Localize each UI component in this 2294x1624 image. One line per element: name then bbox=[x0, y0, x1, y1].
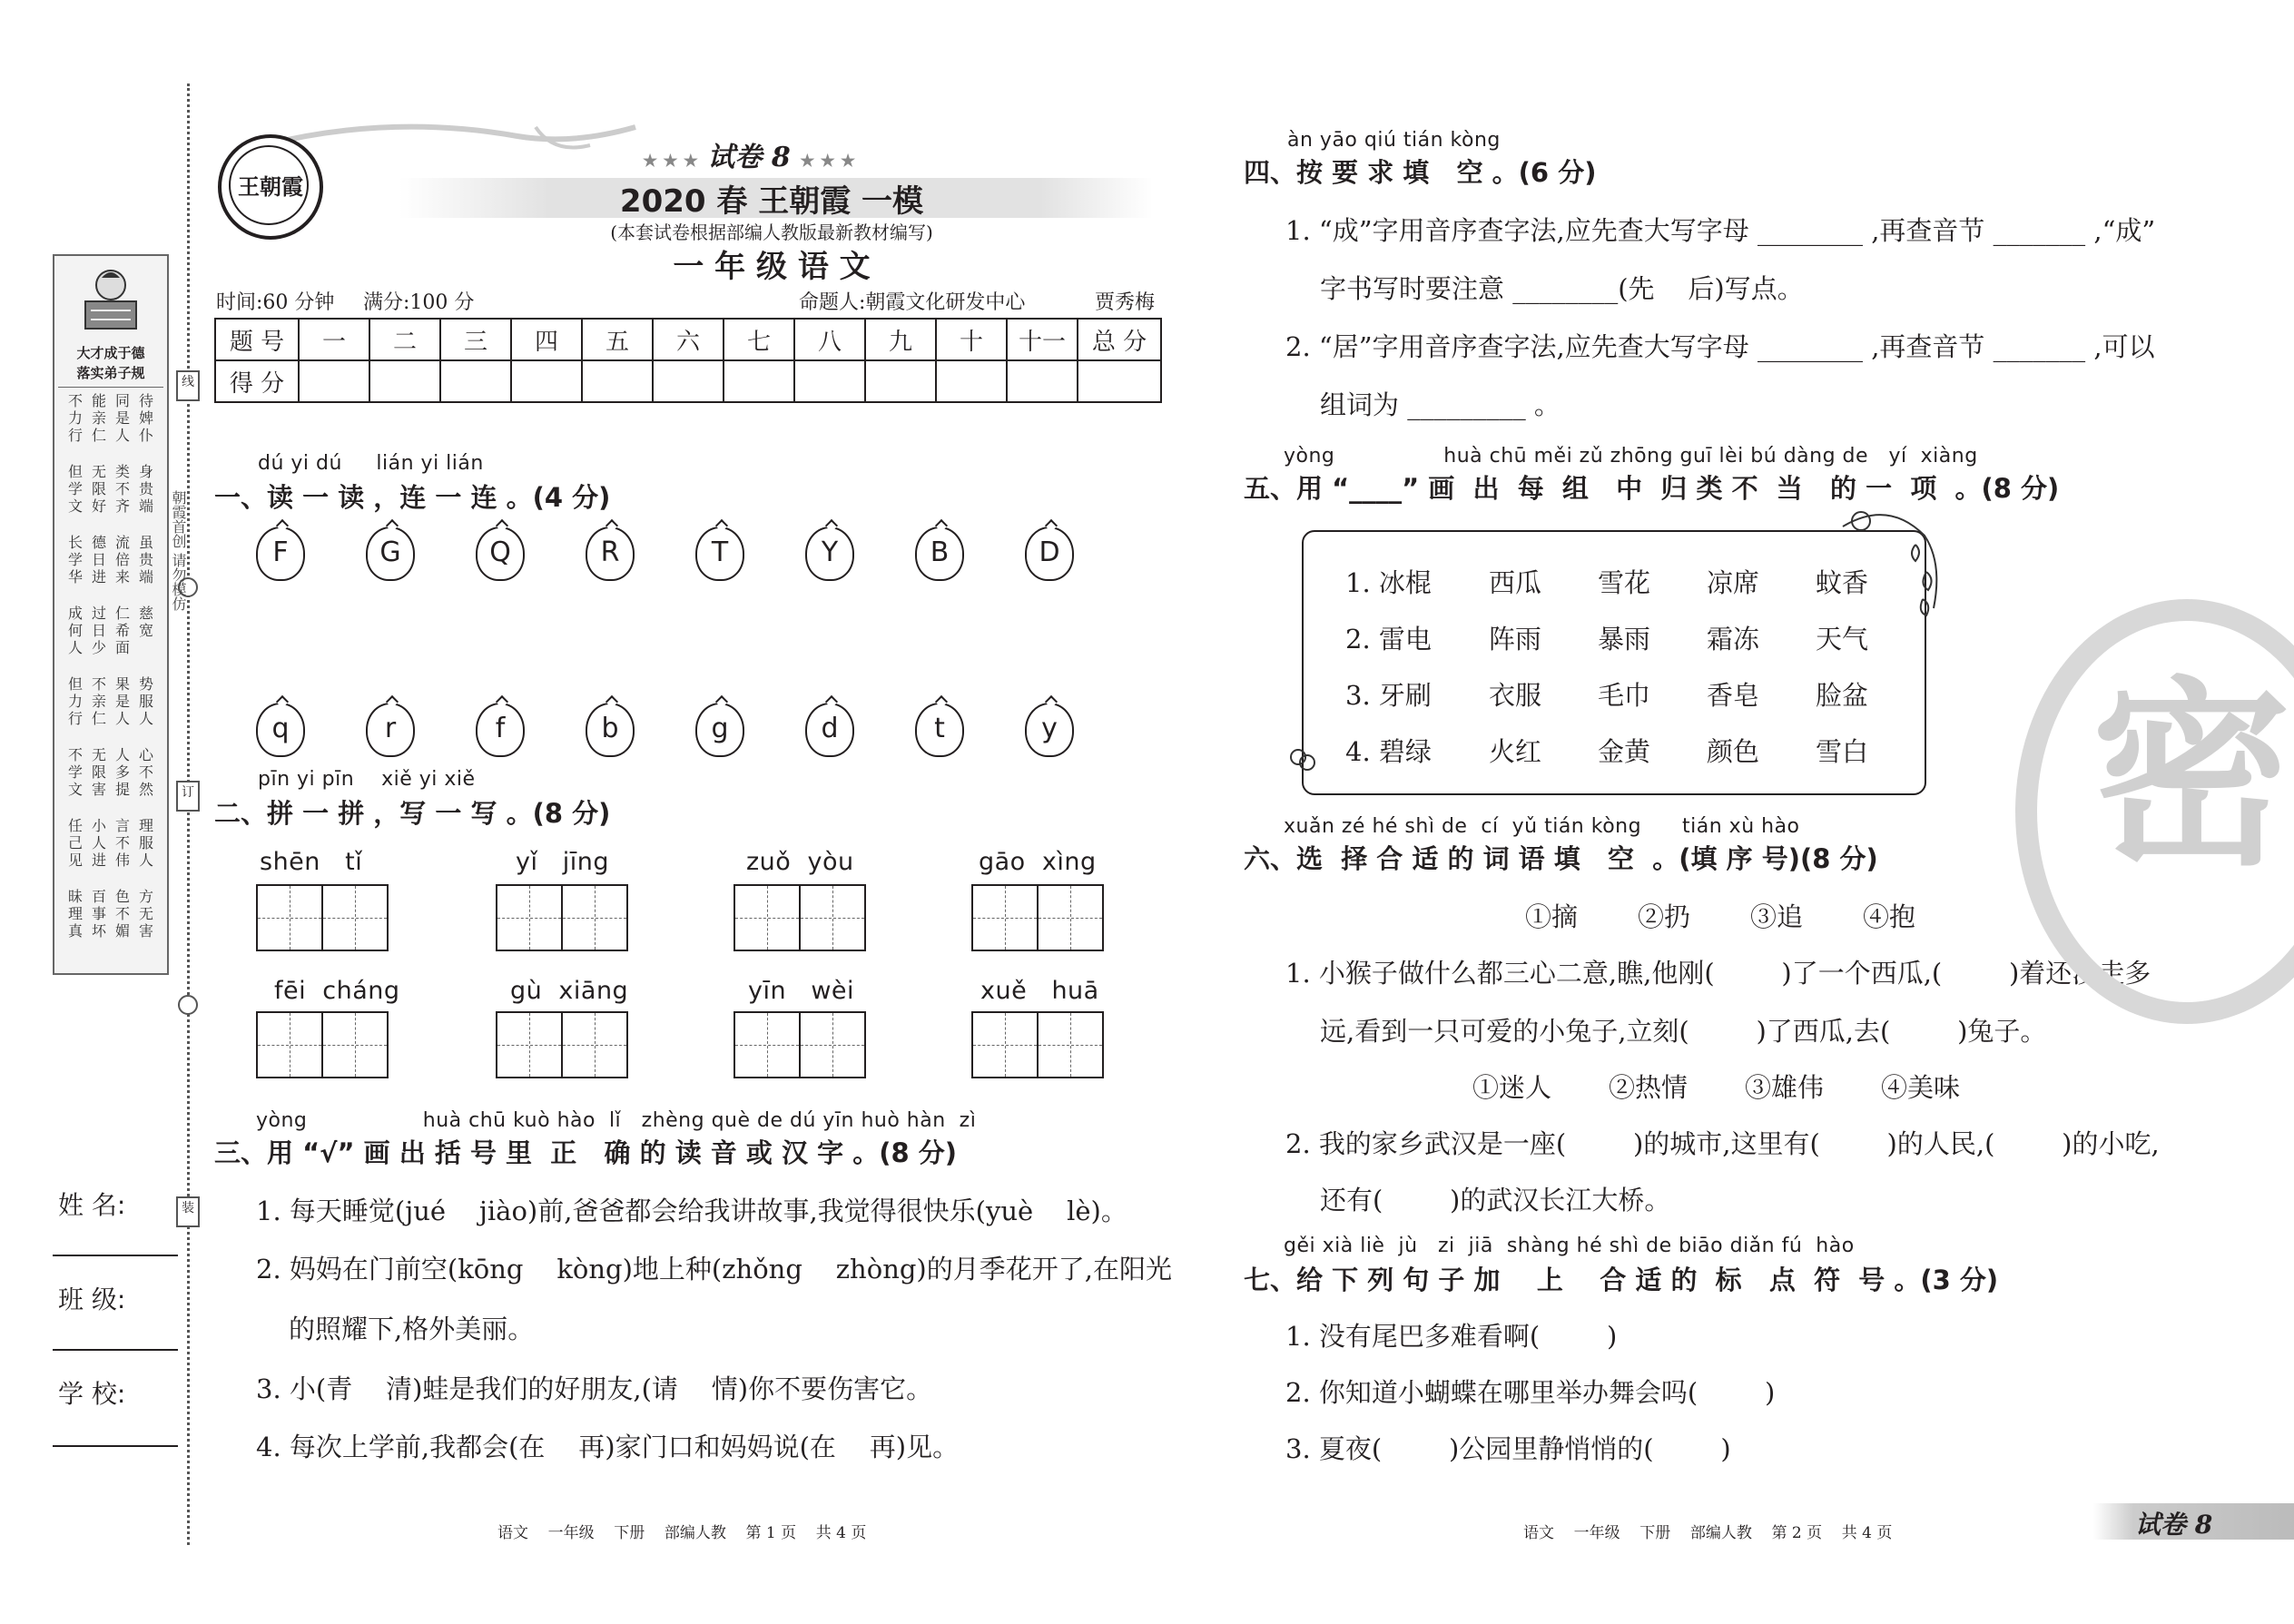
score-cell[interactable] bbox=[511, 360, 582, 402]
q1-title: 一、读 一 读 ，连 一 连 。(4 分) bbox=[214, 482, 611, 513]
stamp-text: 密 bbox=[2092, 657, 2292, 892]
q5-word[interactable]: 1. 冰棍 bbox=[1345, 567, 1432, 598]
option: ④美味 bbox=[1881, 1072, 1961, 1103]
motto-column: 流倍来 bbox=[114, 534, 130, 586]
pinyin-label: gāo xìng bbox=[979, 848, 1097, 876]
motto-top-2: 落实弟子规 bbox=[76, 365, 145, 381]
q5-word[interactable]: 阵雨 bbox=[1489, 624, 1542, 655]
score-cell[interactable] bbox=[653, 360, 724, 402]
score-cell[interactable] bbox=[724, 360, 794, 402]
binding-circle-2 bbox=[178, 995, 198, 1015]
motto-column: 果是人 bbox=[114, 675, 130, 727]
q5-word[interactable]: 蚊香 bbox=[1816, 567, 1869, 598]
pinyin-label: gù xiāng bbox=[510, 977, 629, 1005]
option: ①迷人 bbox=[1472, 1072, 1552, 1103]
score-cell[interactable] bbox=[369, 360, 440, 402]
score-col: 十 bbox=[936, 319, 1007, 360]
motto-column: 德日进 bbox=[91, 534, 106, 586]
letter-bubble[interactable]: F bbox=[256, 527, 305, 581]
q5-word[interactable]: 西瓜 bbox=[1489, 567, 1542, 598]
motto-column: 方无害 bbox=[138, 888, 153, 940]
full-score-label: 满分:100 分 bbox=[363, 291, 475, 314]
motto-column: 同是人 bbox=[114, 392, 130, 444]
motto-top-1: 大才成于德 bbox=[76, 345, 145, 361]
motto-column: 虽贵端 bbox=[138, 534, 153, 586]
motto-column: 昧理真 bbox=[67, 888, 83, 940]
q3-item-2: 2. 妈妈在门前空(kōng kòng)地上种(zhǒng zhòng)的月季花开了,在阳光 bbox=[256, 1254, 1172, 1284]
score-col: 六 bbox=[653, 319, 724, 360]
motto-column: 过日少 bbox=[91, 605, 106, 656]
letter-bubble[interactable]: D bbox=[1025, 527, 1074, 581]
footer-left: 语文 一年级 下册 部编人教 第 1 页 共 4 页 bbox=[497, 1524, 867, 1542]
q5-word[interactable]: 4. 碧绿 bbox=[1345, 736, 1432, 767]
q5-word[interactable]: 颜色 bbox=[1707, 736, 1760, 767]
q7-item-1: 1. 没有尾巴多难看啊( ) bbox=[1285, 1321, 1618, 1352]
option: ①摘 bbox=[1525, 901, 1579, 932]
option: ③雄伟 bbox=[1745, 1072, 1825, 1103]
option: ④抱 bbox=[1863, 901, 1916, 932]
letter-bubble[interactable]: t bbox=[915, 703, 964, 757]
flower-small-icon bbox=[1287, 744, 1320, 777]
q5-word[interactable]: 凉席 bbox=[1707, 567, 1760, 598]
score-col: 二 bbox=[369, 319, 440, 360]
q3-title: 三、用 “√” 画 出 括 号 里 正 确 的 读 音 或 汉 字 。(8 分) bbox=[214, 1137, 957, 1168]
letter-bubble[interactable]: B bbox=[915, 527, 964, 581]
side-motto-panel bbox=[53, 254, 169, 975]
q6-sentence-1-cont: 远,看到一只可爱的小兔子,立刻( )了西瓜,去( )兔子。 bbox=[1320, 1016, 2047, 1047]
letter-bubble[interactable]: f bbox=[476, 703, 525, 757]
score-cell[interactable] bbox=[936, 360, 1007, 402]
pinyin-label: yǐ jīng bbox=[516, 848, 609, 876]
motto-column: 身贵端 bbox=[138, 463, 153, 515]
motto-column: 不亲仁 bbox=[91, 675, 106, 727]
score-col: 八 bbox=[794, 319, 865, 360]
q5-word[interactable]: 香皂 bbox=[1707, 680, 1760, 711]
author-name: 贾秀梅 bbox=[1095, 291, 1156, 314]
writing-grid[interactable] bbox=[971, 884, 1104, 951]
score-cell[interactable] bbox=[1078, 360, 1161, 402]
motto-column: 但学文 bbox=[67, 463, 83, 515]
motto-column: 仁希面 bbox=[114, 605, 130, 656]
letter-bubble[interactable]: Y bbox=[805, 527, 854, 581]
q5-title: 五、用 “____” 画 出 每 组 中 归 类 不 当 的 一 项 。(8 分) bbox=[1244, 473, 2060, 504]
brand-logo bbox=[218, 134, 323, 240]
q2-pinyin: pīn yi pīn xiě yi xiě bbox=[258, 768, 476, 791]
option: ②扔 bbox=[1638, 901, 1691, 932]
series-text: 试卷 8 bbox=[707, 142, 791, 173]
motto-column: 小人进 bbox=[91, 817, 106, 869]
school-input[interactable] bbox=[53, 1445, 178, 1447]
score-cell[interactable] bbox=[440, 360, 511, 402]
q1-pinyin: dú yi dú lián yi lián bbox=[258, 452, 484, 475]
q5-word[interactable]: 衣服 bbox=[1489, 680, 1542, 711]
writing-grid[interactable] bbox=[971, 1011, 1104, 1078]
score-col: 四 bbox=[511, 319, 582, 360]
letter-bubble[interactable]: R bbox=[586, 527, 635, 581]
score-cell[interactable] bbox=[794, 360, 865, 402]
q4-item-1-cont: 字书写时要注意 ________(先 后)写点。 bbox=[1320, 273, 1804, 304]
motto-column: 长学华 bbox=[67, 534, 83, 586]
score-table bbox=[214, 318, 1162, 403]
time-label: 时间:60 分钟 bbox=[216, 291, 335, 314]
binding-dotted-line bbox=[187, 84, 190, 1545]
q5-word[interactable]: 暴雨 bbox=[1598, 624, 1651, 655]
writing-grid[interactable] bbox=[496, 884, 628, 951]
score-col: 五 bbox=[582, 319, 653, 360]
q5-word[interactable]: 天气 bbox=[1816, 624, 1869, 655]
q4-item-2-cont: 组词为 _________ 。 bbox=[1320, 389, 1561, 420]
letter-bubble[interactable]: d bbox=[805, 703, 854, 757]
motto-column: 类不齐 bbox=[114, 463, 130, 515]
q5-pinyin: yòng huà chū měi zǔ zhōng guī lèi bú dàng de yí xiàng bbox=[1284, 445, 1978, 468]
motto-columns bbox=[60, 392, 162, 964]
pinyin-label: yīn wèi bbox=[748, 977, 855, 1005]
q5-word[interactable]: 雪花 bbox=[1598, 567, 1651, 598]
row-label: 得 分 bbox=[215, 360, 299, 402]
motto-column: 待婢仆 bbox=[138, 392, 153, 444]
q3-item-4: 4. 每次上学前,我都会(在 再)家门口和妈妈说(在 再)见。 bbox=[256, 1432, 960, 1462]
letter-bubble[interactable]: q bbox=[256, 703, 305, 757]
score-col: 总 分 bbox=[1078, 319, 1161, 360]
motto-column: 任己见 bbox=[67, 817, 83, 869]
letter-bubble[interactable]: r bbox=[366, 703, 415, 757]
q6-pinyin: xuǎn zé hé shì de cí yǔ tián kòng tián xù hào bbox=[1284, 815, 1800, 838]
q3-item-1: 1. 每天睡觉(jué jiào)前,爸爸都会给我讲故事,我觉得很快乐(yuè lè)。 bbox=[256, 1196, 1127, 1226]
score-col: 十一 bbox=[1007, 319, 1078, 360]
q6-sentence-2-cont: 还有( )的武汉长江大桥。 bbox=[1320, 1185, 1671, 1216]
class-label: 班 级: bbox=[58, 1284, 126, 1314]
binding-mark-3: 装 bbox=[176, 1196, 200, 1227]
q4-item-1: 1. “成”字用音序查字法,应先查大写字母 ________ ,再查音节 _______ ,“成” bbox=[1285, 215, 2156, 246]
class-input[interactable] bbox=[53, 1349, 178, 1351]
pinyin-label: shēn tǐ bbox=[260, 848, 363, 876]
q5-word[interactable]: 火红 bbox=[1489, 736, 1542, 767]
q2-title: 二、拼 一 拼 ，写 一 写 。(8 分) bbox=[214, 798, 611, 829]
score-col: 七 bbox=[724, 319, 794, 360]
row-label: 题 号 bbox=[215, 319, 299, 360]
option: ③追 bbox=[1750, 901, 1804, 932]
q5-word[interactable]: 霜冻 bbox=[1707, 624, 1760, 655]
q7-pinyin: gěi xià liè jù zi jiā shàng hé shì de biāo diǎn fú hào bbox=[1284, 1235, 1855, 1257]
name-label: 姓 名: bbox=[58, 1190, 126, 1220]
letter-bubble[interactable]: G bbox=[366, 527, 415, 581]
score-col: 九 bbox=[865, 319, 936, 360]
subject-title: 一 年 级 语 文 bbox=[673, 249, 871, 285]
writing-grid[interactable] bbox=[256, 884, 389, 951]
letter-bubble[interactable]: g bbox=[695, 703, 744, 757]
motto-column: 理服人 bbox=[138, 817, 153, 869]
motto-column: 无限好 bbox=[91, 463, 106, 515]
q3-item-2-cont: 的照耀下,格外美丽。 bbox=[289, 1314, 535, 1344]
score-cell[interactable] bbox=[582, 360, 653, 402]
score-cell[interactable] bbox=[865, 360, 936, 402]
score-col: 三 bbox=[440, 319, 511, 360]
q4-item-2: 2. “居”字用音序查字法,应先查大写字母 ________ ,再查音节 _______ ,可以 bbox=[1285, 331, 2155, 362]
q5-word[interactable]: 3. 牙刷 bbox=[1345, 680, 1432, 711]
logo-text: 王朝霞 bbox=[238, 173, 303, 200]
motto-column: 言不伟 bbox=[114, 817, 130, 869]
binding-mark-2: 订 bbox=[176, 781, 200, 812]
q4-title: 四、按 要 求 填 空 。(6 分) bbox=[1244, 157, 1597, 188]
q4-pinyin: àn yāo qiú tián kòng bbox=[1287, 129, 1501, 152]
child-illustration bbox=[74, 265, 147, 338]
motto-column: 不学文 bbox=[67, 746, 83, 798]
q5-word[interactable]: 毛巾 bbox=[1598, 680, 1651, 711]
motto-column: 能亲仁 bbox=[91, 392, 106, 444]
q5-word[interactable]: 雪白 bbox=[1816, 736, 1869, 767]
writing-grid[interactable] bbox=[256, 1011, 389, 1078]
writing-grid[interactable] bbox=[733, 884, 866, 951]
binding-mark-1: 线 bbox=[176, 370, 200, 401]
vertical-note: 朝霞首创 请勿模仿 bbox=[170, 490, 187, 612]
exam-subtitle: (本套试卷根据部编人教版最新教材编写) bbox=[610, 221, 933, 243]
letter-bubble[interactable]: y bbox=[1025, 703, 1074, 757]
school-label: 学 校: bbox=[58, 1379, 126, 1409]
score-header-row bbox=[215, 319, 1161, 360]
writing-grid[interactable] bbox=[733, 1011, 866, 1078]
exam-title: 2020 春 王朝霞 一模 bbox=[619, 183, 924, 220]
q6-sentence-1: 1. 小猴子做什么都三心二意,瞧,他刚( )了一个西瓜,( )着还没走多 bbox=[1285, 958, 2151, 989]
motto-column: 人多提 bbox=[114, 746, 130, 798]
pinyin-label: zuǒ yòu bbox=[746, 848, 854, 876]
score-value-row bbox=[215, 360, 1161, 402]
writing-grid[interactable] bbox=[496, 1011, 628, 1078]
series-label: ★ ★ ★ 试卷 8 ★ ★ ★ bbox=[643, 142, 856, 173]
motto-column: 但力行 bbox=[67, 675, 83, 727]
motto-column: 势服人 bbox=[138, 675, 153, 727]
q5-word[interactable]: 金黄 bbox=[1598, 736, 1651, 767]
motto-column: 不力行 bbox=[67, 392, 83, 444]
footer-right: 语文 一年级 下册 部编人教 第 2 页 共 4 页 bbox=[1523, 1524, 1893, 1542]
q3-pinyin: yòng huà chū kuò hào lǐ zhèng què de dú yīn huò hàn zì bbox=[256, 1109, 977, 1132]
q3-item-3: 3. 小(青 清)蛙是我们的好朋友,(请 情)你不要伤害它。 bbox=[256, 1373, 933, 1404]
score-col: 一 bbox=[299, 319, 369, 360]
q6-options-1 bbox=[1525, 897, 1975, 934]
motto-column: 心不然 bbox=[138, 746, 153, 798]
q6-title: 六、选 择 合 适 的 词 语 填 空 。(填 序 号)(8 分) bbox=[1244, 843, 1878, 874]
pinyin-label: fēi cháng bbox=[274, 977, 400, 1005]
q6-options-2 bbox=[1472, 1068, 2017, 1105]
q7-title: 七、给 下 列 句 子 加 上 合 适 的 标 点 符 号 。(3 分) bbox=[1244, 1265, 1999, 1295]
motto-column: 色不媚 bbox=[114, 888, 130, 940]
letter-bubble[interactable]: T bbox=[695, 527, 744, 581]
q5-word[interactable]: 脸盆 bbox=[1816, 680, 1869, 711]
q6-sentence-2: 2. 我的家乡武汉是一座( )的城市,这里有( )的人民,( )的小吃, bbox=[1285, 1128, 2160, 1159]
motto-column: 无限害 bbox=[91, 746, 106, 798]
name-input[interactable] bbox=[53, 1255, 178, 1256]
score-cell[interactable] bbox=[1007, 360, 1078, 402]
letter-bubble[interactable]: Q bbox=[476, 527, 525, 581]
motto-column: 成何人 bbox=[67, 605, 83, 656]
author-label: 命题人:朝霞文化研发中心 bbox=[799, 291, 1026, 314]
letter-bubble[interactable]: b bbox=[586, 703, 635, 757]
footer-badge-text: 试卷 8 bbox=[2135, 1510, 2213, 1540]
pinyin-label: xuě huā bbox=[980, 977, 1099, 1005]
motto-column: 百事坏 bbox=[91, 888, 106, 940]
q7-item-3: 3. 夏夜( )公园里静悄悄的( ) bbox=[1285, 1433, 1731, 1464]
q7-item-2: 2. 你知道小蝴蝶在哪里举办舞会吗( ) bbox=[1285, 1377, 1776, 1408]
q5-word[interactable]: 2. 雷电 bbox=[1345, 624, 1432, 655]
motto-column: 慈宽 bbox=[138, 605, 153, 639]
score-cell[interactable] bbox=[299, 360, 369, 402]
option: ②热情 bbox=[1609, 1072, 1689, 1103]
